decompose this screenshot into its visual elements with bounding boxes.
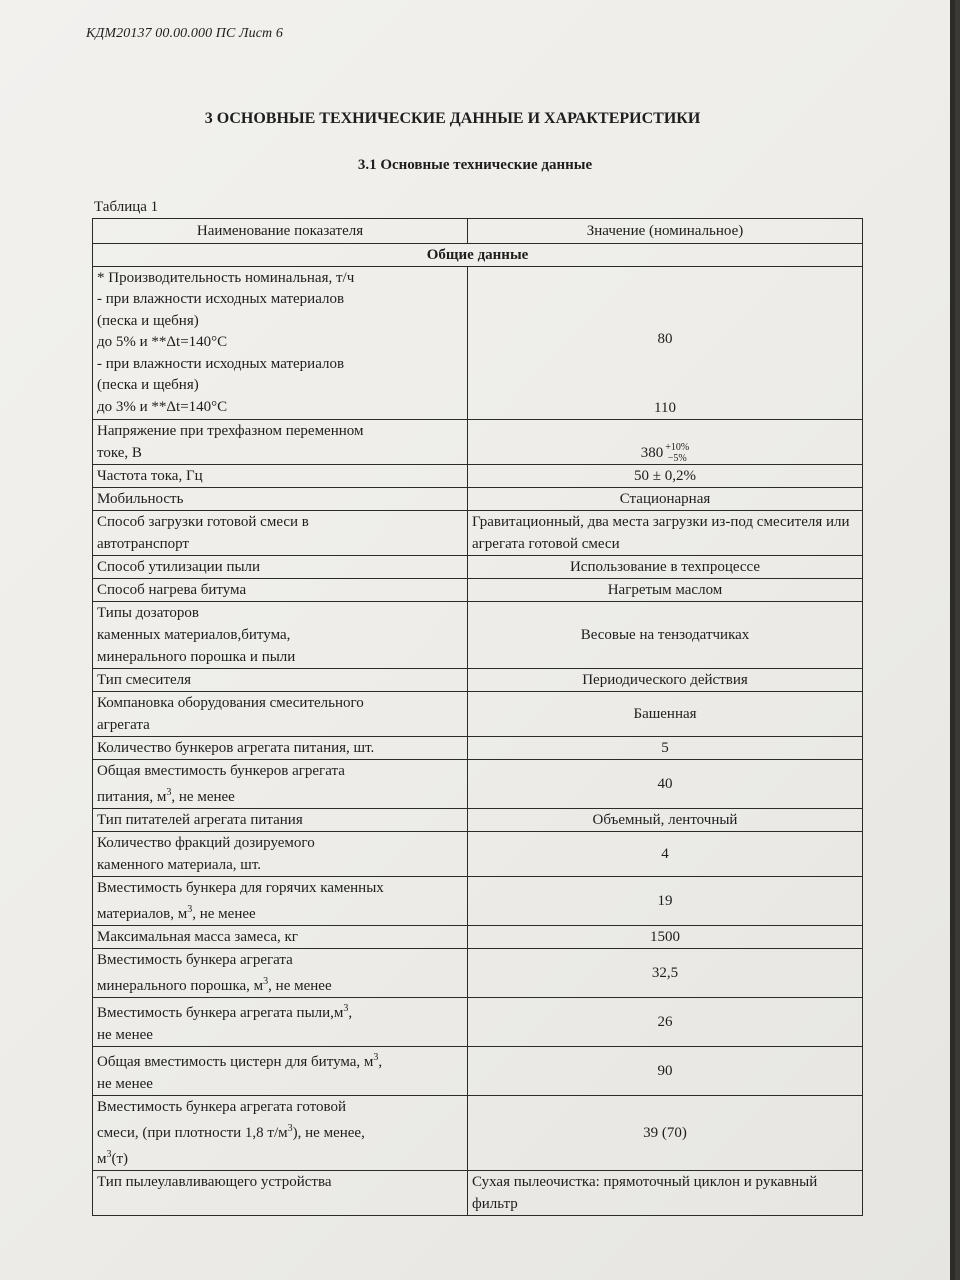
table-row	[93, 420, 863, 465]
row-name-part: , не менее	[268, 978, 332, 994]
voltage-tol-plus: +10%	[665, 442, 690, 453]
row-name-part: Вместимость бункера агрегата готовой смеси, (при плотности 1,8 т/м	[97, 1099, 346, 1141]
table-row	[93, 737, 863, 760]
table-row	[93, 602, 863, 669]
row-name-part: , не менее	[192, 906, 256, 922]
row-value: 32,5	[468, 949, 863, 998]
row-name-part: Вместимость бункера агрегата минерального порошка, м	[97, 952, 293, 994]
chapter-title: 3 ОСНОВНЫЕ ТЕХНИЧЕСКИЕ ДАННЫЕ И ХАРАКТЕРИСТИКИ	[204, 110, 701, 127]
running-header: КДМ20137 00.00.000 ПС Лист 6	[86, 26, 283, 41]
row-value: 40	[468, 760, 863, 809]
table-row	[93, 809, 863, 832]
spec-table	[92, 218, 863, 1216]
row-name-part: (т)	[111, 1151, 129, 1167]
superscript: 3	[166, 787, 172, 798]
table-row	[93, 669, 863, 692]
row-name-part: Вместимость бункера для горячих каменных материалов, м	[97, 880, 384, 922]
table-row	[93, 877, 863, 926]
row-name: Частота тока, Гц	[93, 465, 468, 488]
table-row	[93, 267, 863, 420]
value-5pct: 80	[657, 331, 673, 347]
superscript: 3	[187, 904, 193, 915]
row-name	[93, 1047, 468, 1096]
row-value: Нагретым маслом	[468, 579, 863, 602]
row-name	[93, 877, 468, 926]
table-row	[93, 692, 863, 737]
table-row	[93, 760, 863, 809]
table-row	[93, 1047, 863, 1096]
table-row	[93, 998, 863, 1047]
voltage-tol-minus: −5%	[667, 453, 687, 464]
voltage-nominal: 380	[640, 445, 664, 461]
row-value: Гравитационный, два места загрузки из-под смесителя или агрегата готовой смеси	[468, 511, 863, 556]
row-value: Весовые на тензодатчиках	[468, 602, 863, 669]
table-row	[93, 511, 863, 556]
row-value: 26	[468, 998, 863, 1047]
row-value: 4	[468, 832, 863, 877]
row-value: Объемный, ленточный	[468, 809, 863, 832]
row-name: * Производительность номинальная, т/ч - при влажности исходных материалов (песка и щебня) до 5% и **Δt=140°С - при влажности исходных материалов (песка и щебня) до 3% и **Δt=140°С	[93, 267, 468, 420]
row-value: Сухая пылеочистка: прямоточный циклон и рукавный фильтр	[468, 1171, 863, 1216]
table-row	[93, 488, 863, 511]
row-name: Компановка оборудования смесительного агрегата	[93, 692, 468, 737]
superscript: 3	[373, 1052, 379, 1063]
table-header-row	[93, 219, 863, 244]
row-name: Количество фракций дозируемого каменного материала, шт.	[93, 832, 468, 877]
row-name: Тип питателей агрегата питания	[93, 809, 468, 832]
row-value: Периодического действия	[468, 669, 863, 692]
table-row	[93, 1096, 863, 1171]
table-row	[93, 556, 863, 579]
row-name-part: , не менее	[97, 1005, 353, 1043]
row-name	[93, 1096, 468, 1171]
voltage-tolerance	[665, 442, 689, 464]
superscript: 3	[263, 976, 269, 987]
table-row	[93, 579, 863, 602]
table-row	[93, 832, 863, 877]
voltage-value	[641, 442, 689, 464]
row-value	[468, 420, 863, 465]
row-value: Стационарная	[468, 488, 863, 511]
row-name: Количество бункеров агрегата питания, шт.	[93, 737, 468, 760]
value-3pct: 110	[654, 400, 676, 416]
superscript: 3	[106, 1149, 112, 1160]
row-value: 90	[468, 1047, 863, 1096]
row-name: Мобильность	[93, 488, 468, 511]
row-value	[468, 267, 863, 420]
row-name: Тип смесителя	[93, 669, 468, 692]
row-value: Использование в техпроцессе	[468, 556, 863, 579]
group-title: Общие данные	[93, 244, 863, 267]
row-name: Типы дозаторов каменных материалов,битума, минерального порошка и пыли	[93, 602, 468, 669]
row-name-part: , не менее	[97, 1054, 383, 1092]
row-name-part: , не менее	[171, 789, 235, 805]
header-value: Значение (номинальное)	[468, 219, 863, 244]
table-row	[93, 1171, 863, 1216]
row-name-part: Общая вместимость бункеров агрегата питания, м	[97, 763, 345, 805]
row-name: Способ загрузки готовой смеси в автотранспорт	[93, 511, 468, 556]
row-name	[93, 998, 468, 1047]
row-value: 1500	[468, 926, 863, 949]
row-value: 39 (70)	[468, 1096, 863, 1171]
row-name: Способ нагрева битума	[93, 579, 468, 602]
superscript: 3	[343, 1003, 349, 1014]
header-parameter: Наименование показателя	[93, 219, 468, 244]
row-value: Башенная	[468, 692, 863, 737]
superscript: 3	[287, 1123, 293, 1134]
row-value: 19	[468, 877, 863, 926]
row-name: Тип пылеулавливающего устройства	[93, 1171, 468, 1216]
table-row	[93, 465, 863, 488]
table-label: Таблица 1	[94, 199, 159, 215]
row-name: Напряжение при трехфазном переменном токе, В	[93, 420, 468, 465]
row-value: 50 ± 0,2%	[468, 465, 863, 488]
section-title: 3.1 Основные технические данные	[357, 157, 593, 173]
page-edge-shadow	[950, 0, 955, 1280]
row-name-part: Вместимость бункера агрегата пыли,м	[97, 1005, 344, 1021]
row-value: 5	[468, 737, 863, 760]
row-name: Максимальная масса замеса, кг	[93, 926, 468, 949]
row-name	[93, 760, 468, 809]
row-name-part: ), не менее, м	[97, 1125, 365, 1167]
row-name: Способ утилизации пыли	[93, 556, 468, 579]
table-row	[93, 926, 863, 949]
row-name	[93, 949, 468, 998]
table-row	[93, 949, 863, 998]
group-row-general	[93, 244, 863, 267]
row-name-part: Общая вместимость цистерн для битума, м	[97, 1054, 374, 1070]
